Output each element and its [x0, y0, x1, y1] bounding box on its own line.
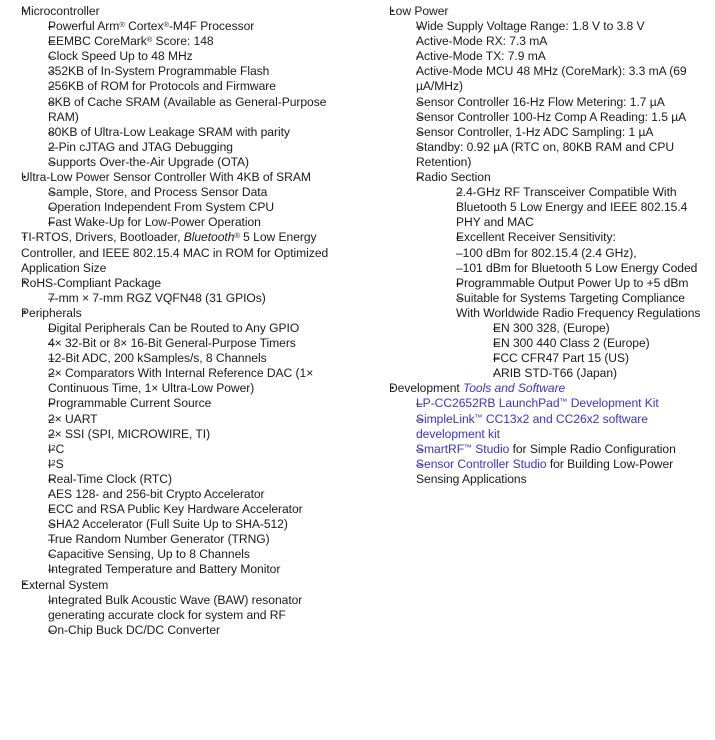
feature-group-peripherals — [8, 306, 354, 578]
item-text: – Sample, Store, and Process Sensor Data — [48, 185, 354, 200]
item-text: – Wide Supply Voltage Range: 1.8 V to 3.8 V — [416, 19, 711, 34]
item-text: – Active-Mode MCU 48 MHz (CoreMark): 3.3 mA (69 µA/MHz) — [416, 64, 711, 94]
item-text: – FCC CFR47 Part 15 (US) — [493, 351, 711, 366]
item-text: – Capacitive Sensing, Up to 8 Channels — [48, 547, 354, 562]
feature-group-low-power — [376, 4, 711, 381]
launchpad-dev-kit-link[interactable] — [416, 396, 659, 410]
list-item — [401, 34, 711, 49]
group-heading: • External System — [21, 578, 354, 593]
link-label: SimpleLink — [416, 411, 475, 426]
item-text: – EN 300 440 Class 2 (Europe) — [493, 336, 711, 351]
item-text — [48, 457, 354, 472]
item-text — [416, 457, 711, 487]
list-item — [33, 472, 354, 487]
list-item — [33, 140, 354, 155]
list-item — [441, 276, 711, 291]
registered-mark-icon: ® — [119, 19, 125, 29]
rtos-bluetooth: Bluetooth — [183, 230, 235, 245]
item-text: – Digital Peripherals Can be Routed to Any GPIO — [48, 321, 354, 336]
sensor-controller-plain-tail: for Building Low-Power Sensing Applications — [416, 456, 674, 486]
peripherals-sublist — [33, 321, 354, 578]
right-column — [358, 4, 715, 487]
item-text: – Sensor Controller 16-Hz Flow Metering: 1.7 µA — [416, 95, 711, 110]
item-text: – Powerful Arm® Cortex®-M4F Processor — [48, 19, 354, 34]
list-item — [401, 140, 711, 170]
list-item — [478, 366, 711, 381]
item-text: – 2-Pin cJTAG and JTAG Debugging — [48, 140, 354, 155]
list-item — [33, 351, 354, 366]
list-item — [441, 185, 711, 230]
sensor-controller-studio-link[interactable] — [416, 457, 547, 471]
sensitivity-label: Excellent Receiver Sensitivity: — [456, 230, 616, 245]
list-item — [33, 155, 354, 170]
list-item — [33, 34, 354, 49]
list-item — [33, 547, 354, 562]
left-column — [0, 4, 358, 638]
list-item — [33, 49, 354, 64]
trademark-icon: ™ — [559, 397, 568, 407]
external-system-sublist — [33, 593, 354, 638]
list-item — [33, 125, 354, 140]
item-text: – 256KB of ROM for Protocols and Firmware — [48, 79, 354, 94]
item-text: – 4× 32-Bit or 8× 16-Bit General-Purpose Timers — [48, 336, 354, 351]
item-text: – Clock Speed Up to 48 MHz — [48, 49, 354, 64]
group-heading: • Microcontroller — [21, 4, 354, 19]
list-item — [33, 532, 354, 547]
item-text — [48, 442, 354, 457]
item-text: – 8KB of Cache SRAM (Available as General-Purpose RAM) — [48, 95, 354, 125]
development-label: Development — [389, 381, 464, 396]
item-text: – Sensor Controller 100-Hz Comp A Reading: 1.5 µA — [416, 110, 711, 125]
list-item — [33, 427, 354, 442]
i2s-tail: S — [55, 456, 64, 471]
rtos-post: 5 Low Energy Controller, and IEEE 802.15.4 MAC in ROM for Optimized Application Size — [21, 230, 329, 275]
feature-group-rtos — [8, 230, 354, 275]
rohs-sublist — [33, 291, 354, 306]
feature-group-microcontroller — [8, 4, 354, 170]
list-item — [33, 336, 354, 351]
list-item — [33, 95, 354, 125]
list-item — [33, 487, 354, 502]
item-text: – SHA2 Accelerator (Full Suite Up to SHA-512) — [48, 517, 354, 532]
sensor-controller-sublist — [33, 185, 354, 230]
list-item — [33, 185, 354, 200]
link-label: SmartRF — [416, 441, 465, 456]
item-text: – Suitable for Systems Targeting Compliance With Worldwide Radio Frequency Regulations — [456, 291, 711, 321]
item-text: – 2× UART — [48, 412, 354, 427]
feature-group-development — [376, 381, 711, 487]
smartrf-plain-tail: for Simple Radio Configuration — [509, 441, 676, 456]
group-heading — [21, 230, 354, 275]
rtos-pre: TI-RTOS, Drivers, Bootloader, — [21, 230, 184, 245]
item-text: – ARIB STD-T66 (Japan) — [493, 366, 711, 381]
list-item-smartrf — [401, 442, 711, 457]
list-item — [401, 125, 711, 140]
item-text: – 2.4-GHz RF Transceiver Compatible With Bluetooth 5 Low Energy and IEEE 802.15.4 PHY and MAC — [456, 185, 711, 230]
item-text — [456, 230, 711, 275]
group-heading: – Radio Section — [416, 170, 711, 185]
item-text: – On-Chip Buck DC/DC Converter — [48, 623, 354, 638]
item-text: – True Random Number Generator (TRNG) — [48, 532, 354, 547]
item-text: – 80KB of Ultra-Low Leakage SRAM with parity — [48, 125, 354, 140]
i2s-base: I — [48, 456, 52, 471]
registered-mark-icon: ® — [234, 231, 240, 241]
item-text: – Supports Over-the-Air Upgrade (OTA) — [48, 155, 354, 170]
feature-group-radio-section — [401, 170, 711, 381]
item-text: – Sensor Controller, 1-Hz ADC Sampling: 1 µA — [416, 125, 711, 140]
list-item — [33, 562, 354, 577]
item-text: – Integrated Bulk Acoustic Wave (BAW) resonator generating accurate clock for system and RF — [48, 593, 354, 623]
item-text: – 352KB of In-System Programmable Flash — [48, 64, 354, 79]
list-item — [33, 19, 354, 34]
list-item — [401, 64, 711, 94]
link-label-tail: Development Kit — [567, 396, 659, 411]
list-item — [478, 321, 711, 336]
tools-and-software-link[interactable]: Tools and Software — [463, 381, 566, 396]
list-item — [33, 412, 354, 427]
item-text: – AES 128- and 256-bit Crypto Accelerator — [48, 487, 354, 502]
link-label: Sensor Controller Studio — [416, 456, 547, 471]
simplelink-sdk-link[interactable] — [416, 412, 648, 441]
list-item — [33, 64, 354, 79]
feature-group-sensor-controller — [8, 170, 354, 230]
item-text: – Operation Independent From System CPU — [48, 200, 354, 215]
list-item-sensor-controller-studio — [401, 457, 711, 487]
list-item-compliance — [441, 291, 711, 382]
list-item — [33, 623, 354, 638]
item-text: – 12-Bit ADC, 200 kSamples/s, 8 Channels — [48, 351, 354, 366]
item-text: – Integrated Temperature and Battery Monitor — [48, 562, 354, 577]
two-column-layout — [0, 4, 715, 638]
superscript-two: 2 — [51, 457, 56, 467]
list-item — [401, 110, 711, 125]
regulations-sublist — [478, 321, 711, 381]
list-item — [478, 351, 711, 366]
item-text: – 7-mm × 7-mm RGZ VQFN48 (31 GPIOs) — [48, 291, 354, 306]
list-item — [33, 502, 354, 517]
trademark-icon: ™ — [464, 442, 472, 452]
item-text: – Real-Time Clock (RTC) — [48, 472, 354, 487]
item-text: – 2× SSI (SPI, MICROWIRE, TI) — [48, 427, 354, 442]
item-text: – EN 300 328, (Europe) — [493, 321, 711, 336]
item-text — [416, 412, 711, 442]
group-heading: • Low Power — [389, 4, 711, 19]
list-item — [33, 517, 354, 532]
list-item — [33, 366, 354, 396]
feature-group-rohs — [8, 276, 354, 306]
item-text: – Programmable Current Source — [48, 396, 354, 411]
radio-section-sublist — [441, 185, 711, 381]
group-heading — [389, 381, 711, 396]
sensitivity-value-802154: –100 dBm for 802.15.4 (2.4 GHz), — [456, 245, 637, 260]
list-item — [33, 291, 354, 306]
item-text: – Active-Mode RX: 7.3 mA — [416, 34, 711, 49]
item-text: – Active-Mode TX: 7.9 mA — [416, 49, 711, 64]
list-item-i2c — [33, 442, 354, 457]
group-heading: • RoHS-Compliant Package — [21, 276, 354, 291]
list-item — [478, 336, 711, 351]
development-sublist — [401, 396, 711, 487]
i2c-base: I — [48, 441, 52, 456]
item-text — [416, 396, 711, 411]
link-label-tail: Studio — [471, 441, 510, 456]
group-heading: • Peripherals — [21, 306, 354, 321]
list-item — [33, 200, 354, 215]
list-item — [33, 79, 354, 94]
registered-mark-icon: ® — [163, 19, 169, 29]
group-heading: • Ultra-Low Power Sensor Controller With 4KB of SRAM — [21, 170, 354, 185]
smartrf-studio-link[interactable] — [416, 442, 509, 456]
list-item — [33, 396, 354, 411]
sensitivity-value-ble: –101 dBm for Bluetooth 5 Low Energy Coded — [456, 260, 698, 275]
list-item — [401, 49, 711, 64]
item-text: – Standby: 0.92 µA (RTC on, 80KB RAM and CPU Retention) — [416, 140, 711, 170]
link-label-tail: CC13x2 and CC26x2 software development kit — [416, 411, 648, 441]
list-item — [33, 321, 354, 336]
item-text: – ECC and RSA Public Key Hardware Accelerator — [48, 502, 354, 517]
link-label: LP-CC2652RB LaunchPad — [416, 396, 560, 411]
left-feature-list — [8, 4, 354, 638]
item-text: – EEMBC CoreMark® Score: 148 — [48, 34, 354, 49]
list-item — [401, 19, 711, 34]
item-text — [416, 442, 711, 457]
list-item — [33, 215, 354, 230]
list-item-i2s — [33, 457, 354, 472]
item-text: – Programmable Output Power Up to +5 dBm — [456, 276, 711, 291]
low-power-sublist — [401, 19, 711, 381]
list-item — [401, 95, 711, 110]
list-item — [33, 593, 354, 623]
item-text: – 2× Comparators With Internal Reference DAC (1× Continuous Time, 1× Ultra-Low Power) — [48, 366, 354, 396]
list-item-launchpad — [401, 396, 711, 411]
right-feature-list — [376, 4, 711, 487]
list-item-simplelink — [401, 412, 711, 442]
trademark-icon: ™ — [474, 412, 483, 422]
superscript-two: 2 — [51, 442, 56, 452]
item-text: – Fast Wake-Up for Low-Power Operation — [48, 215, 354, 230]
list-item-sensitivity — [441, 230, 711, 275]
microcontroller-sublist — [33, 19, 354, 170]
feature-group-external-system — [8, 578, 354, 638]
i2c-tail: C — [55, 441, 65, 456]
registered-mark-icon: ® — [146, 35, 153, 45]
